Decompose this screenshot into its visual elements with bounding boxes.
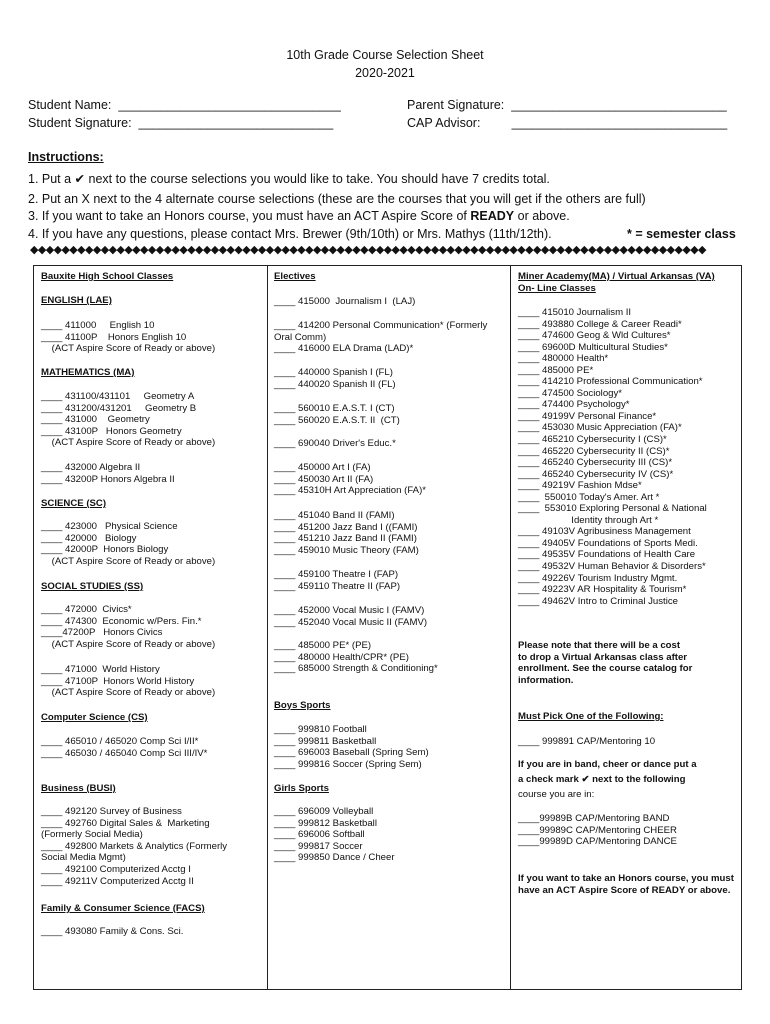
ready-emphasis: READY (470, 209, 515, 223)
parent-signature-field[interactable]: Parent Signature: _______________________________ (407, 98, 727, 112)
must-pick-heading: Must Pick One of the Following: (518, 711, 664, 722)
online-title: Miner Academy(MA) / Virtual Arkansas (VA) (518, 271, 715, 282)
semester-note: * = semester class (627, 227, 736, 241)
facs-heading: Family & Consumer Science (FACS) (41, 903, 205, 914)
online-subtitle: On- Line Classes (518, 283, 596, 294)
vocal-music-list[interactable]: ____ 452000 Vocal Music I (FAMV) ____ 452040 Vocal Music II (FAMV) (274, 605, 428, 628)
honors-note: If you want to take an Honors course, you must have an ACT Aspire Score of READY or above. (518, 873, 734, 896)
girls-sports-heading: Girls Sports (274, 783, 329, 794)
student-name-field[interactable]: Student Name: ________________________________ (28, 98, 341, 112)
band-note-3: course you are in: (518, 789, 595, 800)
virtual-cost-note: Please note that there will be a cost to drop a Virtual Arkansas class after enrollment. See the course catalog for information. (518, 640, 693, 686)
business-heading: Business (BUSI) (41, 783, 116, 794)
bauxite-title: Bauxite High School Classes (41, 271, 174, 282)
school-year: 2020-2021 (355, 66, 415, 80)
boys-sports-list[interactable]: ____ 999810 Football ____ 999811 Basketball ____ 696003 Baseball (Spring Sem) ____ 999816 Soccer (Spring Sem) (274, 724, 429, 770)
computer-science-list[interactable]: ____ 465010 / 465020 Comp Sci I/II* ____ 465030 / 465040 Comp Sci III/IV* (41, 736, 208, 759)
girls-sports-list[interactable]: ____ 696009 Volleyball ____ 999812 Basketball ____ 696006 Softball ____ 999817 Soccer ____ 999850 Dance / Cheer (274, 806, 395, 864)
instruction-2: 2. Put an X next to the 4 alternate course selections (these are the courses that you will get if the others are full) (28, 192, 646, 206)
online-course-list[interactable]: ____ 415010 Journalism II ____ 493880 College & Career Readi* ____ 474600 Geog & Wld Cultures* ____ 69600D Multicultural Studies* ____ 480000 Health* ____ 485000 PE* ____ 414210 Professional Communication* ____ 474500 Sociology* ____ 474400 Psychology* ____ 49199V Personal Finance* ____ 453030 Music Appreciation (FA)* ____ 465210 Cybersecurity I (CS)* ____ 465220 Cybersecurity II (CS)* ____ 465240 Cybersecurity III (CS)* ____ 465240 Cybersecurity IV (CS)* ____ 49219V Fashion Mdse* ____ 550010 Today's Amer. Art * ____ 553010 Exploring Personal & National Identity through Art * ____ 49103V Agribusiness Management ____ 49405V Foundations of Sports Medi. ____ 49535V Foundations of Health Care ____ 49532V Human Behavior & Disorders* ____ 49226V Tourism Industry Mgmt. ____ 49223V AR Hospitality & Tourism* ____ 49462V Intro to Criminal Justice (518, 307, 707, 607)
electives-title: Electives (274, 271, 316, 282)
student-signature-field[interactable]: Student Signature: ____________________________ (28, 116, 334, 130)
journalism-item[interactable]: ____ 415000 Journalism I (LAJ) (274, 296, 416, 307)
english-heading: ENGLISH (LAE) (41, 295, 112, 306)
cap-advisor-field[interactable]: CAP Advisor: _______________________________ (407, 116, 728, 130)
band-list[interactable]: ____ 451040 Band II (FAMI) ____ 451200 Jazz Band I ((FAMI) ____ 451210 Jazz Band II (FAMI) ____ 459010 Music Theory (FAM) (274, 510, 419, 556)
science-list[interactable]: ____ 423000 Physical Science ____ 420000 Biology ____ 42000P Honors Biology (ACT Aspire Score of Ready or above) (41, 521, 216, 567)
drivers-ed-item[interactable]: ____ 690040 Driver's Educ.* (274, 438, 396, 449)
boys-sports-heading: Boys Sports (274, 700, 331, 711)
english-list[interactable]: ____ 411000 English 10 ____ 41100P Honors English 10 (ACT Aspire Score of Ready or above) (41, 320, 216, 355)
science-heading: SCIENCE (SC) (41, 498, 107, 509)
computer-science-heading: Computer Science (CS) (41, 712, 148, 723)
art-list[interactable]: ____ 450000 Art I (FA) ____ 450030 Art II (FA) ____ 45310H Art Appreciation (FA)* (274, 462, 426, 497)
pe-health-list[interactable]: ____ 485000 PE* (PE) ____ 480000 Health/CPR* (PE) ____ 685000 Strength & Conditioning* (274, 640, 438, 675)
math-list[interactable]: ____ 431100/431101 Geometry A ____ 431200/431201 Geometry B ____ 431000 Geometry ____ 43100P Honors Geometry (ACT Aspire Score of Ready or above) (41, 391, 216, 449)
spanish-list[interactable]: ____ 440000 Spanish I (FL) ____ 440020 Spanish II (FL) (274, 367, 396, 390)
instruction-3 (28, 209, 570, 223)
business-list[interactable]: ____ 492120 Survey of Business ____ 492760 Digital Sales & Marketing (Formerly Social Media) ____ 492800 Markets & Analytics (Formerly Social Media Mgmt) ____ 492100 Computerized Acctg I ____ 49211V Computerized Acctg II (41, 806, 228, 887)
cap-mentoring-item[interactable]: ____ 999891 CAP/Mentoring 10 (518, 736, 656, 747)
band-note-1: If you are in band, cheer or dance put a (518, 759, 697, 770)
history-list[interactable]: ____ 471000 World History ____ 47100P Honors World History (ACT Aspire Score of Ready or above) (41, 664, 216, 699)
math-heading: MATHEMATICS (MA) (41, 367, 135, 378)
band-note-2: a check mark ✔ next to the following (518, 774, 686, 785)
algebra-list[interactable]: ____ 432000 Algebra II ____ 43200P Honors Algebra II (41, 462, 175, 485)
page-title: 10th Grade Course Selection Sheet (286, 48, 484, 62)
instruction-3-end: or above. (514, 209, 570, 223)
east-list[interactable]: ____ 560010 E.A.S.T. I (CT) ____ 560020 E.A.S.T. II (CT) (274, 403, 400, 426)
diamond-divider: ◆◆◆◆◆◆◆◆◆◆◆◆◆◆◆◆◆◆◆◆◆◆◆◆◆◆◆◆◆◆◆◆◆◆◆◆◆◆◆◆◆◆◆◆◆◆◆◆◆◆◆◆◆◆◆◆◆◆◆◆◆◆◆◆◆◆◆◆◆◆◆◆◆◆◆◆◆◆◆◆◆◆◆◆◆◆ (30, 244, 706, 256)
cap-activity-list[interactable]: ____99989B CAP/Mentoring BAND ____99989C CAP/Mentoring CHEER ____99989D CAP/Mentoring DANCE (518, 813, 677, 848)
communication-list[interactable]: ____ 414200 Personal Communication* (Formerly Oral Comm) ____ 416000 ELA Drama (LAD)* (274, 320, 488, 355)
social-studies-list[interactable]: ____ 472000 Civics* ____ 474300 Economic w/Pers. Fin.* ____47200P Honors Civics (ACT Aspire Score of Ready or above) (41, 604, 216, 650)
instruction-1: 1. Put a ✔ next to the course selections you would like to take. You should have 7 credits total. (28, 172, 550, 186)
instruction-4: 4. If you have any questions, please contact Mrs. Brewer (9th/10th) or Mrs. Mathys (11th/12th). (28, 227, 552, 241)
instruction-3-text: 3. If you want to take an Honors course, you must have an ACT Aspire Score of (28, 209, 471, 223)
theatre-list[interactable]: ____ 459100 Theatre I (FAP) ____ 459110 Theatre II (FAP) (274, 569, 401, 592)
social-studies-heading: SOCIAL STUDIES (SS) (41, 581, 144, 592)
instructions-heading: Instructions: (28, 150, 104, 164)
facs-list[interactable]: ____ 493080 Family & Cons. Sci. (41, 926, 184, 937)
